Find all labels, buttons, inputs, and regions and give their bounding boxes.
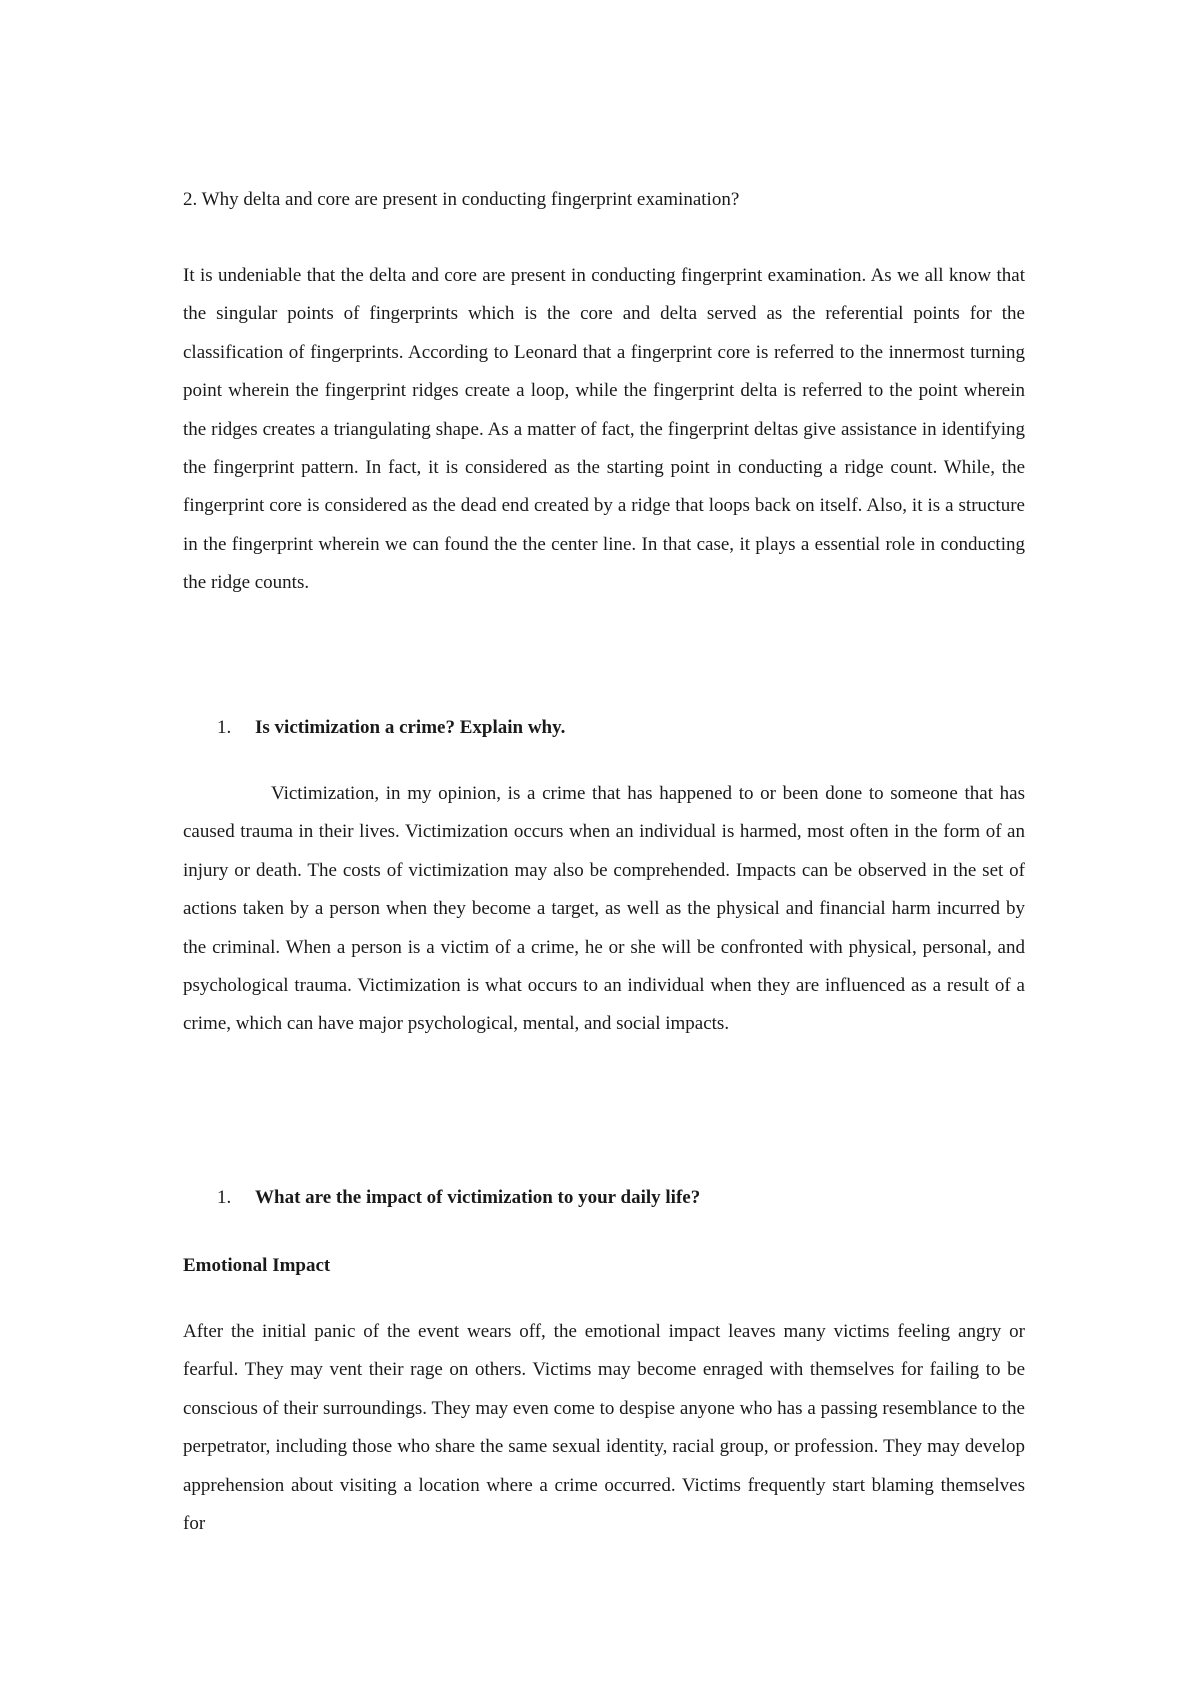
heading-emotional-impact: Emotional Impact <box>183 1255 331 1276</box>
question-text: What are the impact of victimization to your daily life? <box>255 1187 701 1208</box>
question-victimization-impact <box>217 1185 700 1211</box>
document-page <box>183 0 1025 1698</box>
question-fingerprint: 2. Why delta and core are present in conducting fingerprint examination? <box>183 189 740 210</box>
list-number: 1. <box>217 1187 232 1208</box>
paragraph-emotional-impact: After the initial panic of the event wears off, the emotional impact leaves many victims feeling angry or fearful. They may vent their rage on others. Victims may become enraged with themselves for failing to be conscious of their surroundings. They may even come to despise anyone who has a passing resemblance to the perpetrator, including those who share the same sexual identity, racial group, or profession. They may develop apprehension about visiting a location where a crime occurred. Victims frequently start blaming themselves for <box>183 1321 1025 1535</box>
question-text: Is victimization a crime? Explain why. <box>255 717 566 738</box>
question-victimization-crime <box>217 715 565 741</box>
paragraph-victimization: Victimization, in my opinion, is a crime that has happened to or been done to someone that has caused trauma in their lives. Victimization occurs when an individual is harmed, most often in the form of an injury or death. The costs of victimization may also be comprehended. Impacts can be observed in the set of actions taken by a person when they become a target, as well as the physical and financial harm incurred by the criminal. When a person is a victim of a crime, he or she will be confronted with physical, personal, and psychological trauma. Victimization is what occurs to an individual when they are influenced as a result of a crime, which can have major psychological, mental, and social impacts. <box>183 783 1025 1035</box>
list-number: 1. <box>217 717 232 738</box>
paragraph-fingerprint: It is undeniable that the delta and core are present in conducting fingerprint examination. As we all know that the singular points of fingerprints which is the core and delta served as the referential points for the classification of fingerprints. According to Leonard that a fingerprint core is referred to the innermost turning point wherein the fingerprint ridges create a loop, while the fingerprint delta is referred to the point wherein the ridges creates a triangulating shape. As a matter of fact, the fingerprint deltas give assistance in identifying the fingerprint pattern. In fact, it is considered as the starting point in conducting a ridge count. While, the fingerprint core is considered as the dead end created by a ridge that loops back on itself. Also, it is a structure in the fingerprint wherein we can found the the center line. In that case, it plays a essential role in conducting the ridge counts. <box>183 265 1025 594</box>
